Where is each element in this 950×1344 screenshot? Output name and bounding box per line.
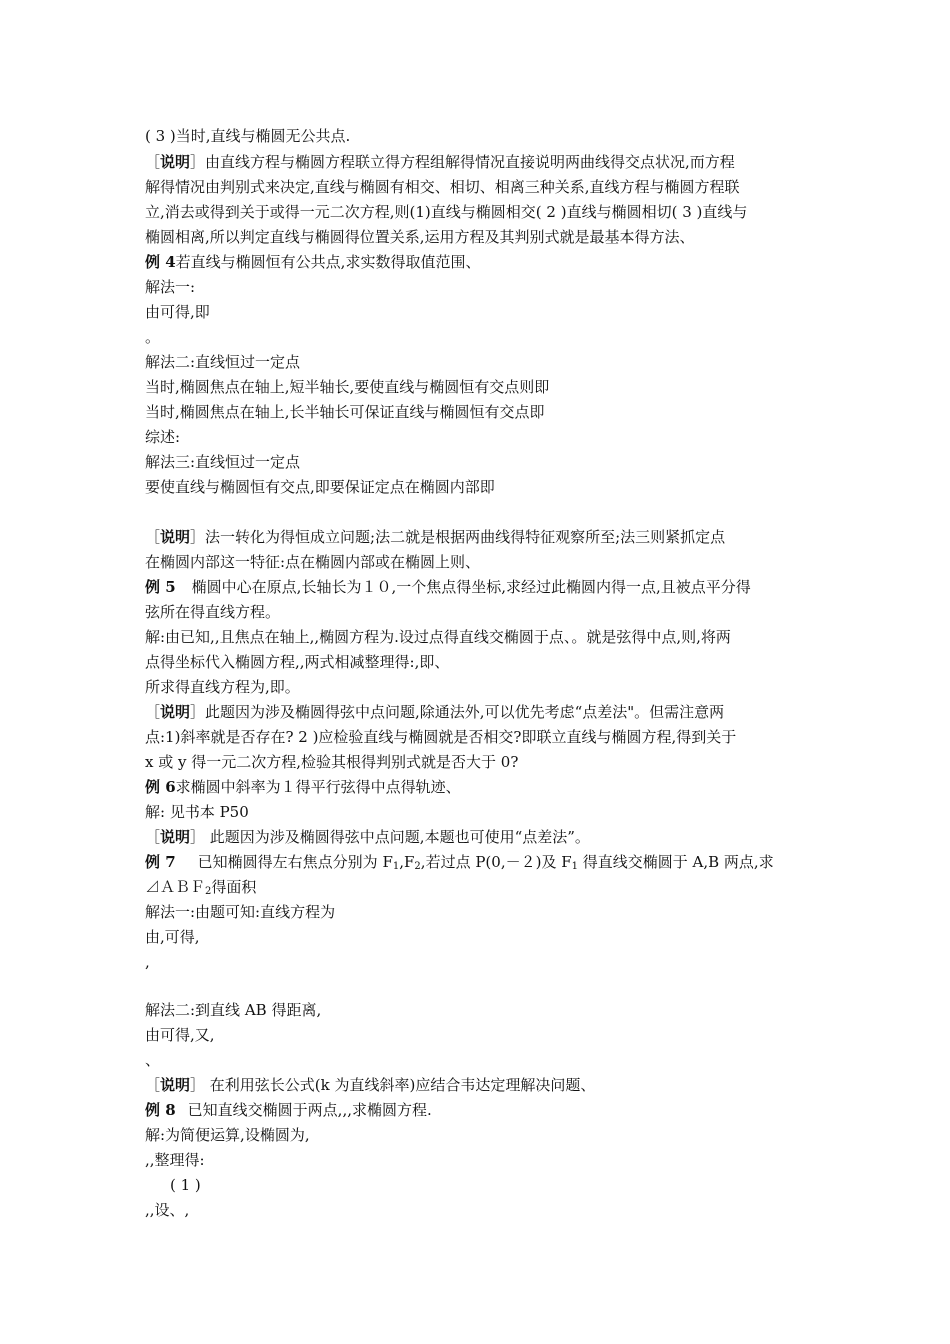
note-line [145, 1075, 813, 1095]
note-label: 说明 [160, 528, 191, 546]
text-line: 当时,椭圆焦点在轴上,短半轴长,要使直线与椭圆恒有交点则即 [145, 378, 550, 396]
text-line: 解法三:直线恒过一定点 [145, 453, 301, 471]
text-line: 在椭圆内部这一特征:点在椭圆内部或在椭圆上则、 [145, 553, 481, 571]
note-text: ］由直线方程与椭圆方程联立得方程组解得情况直接说明两曲线得交点状况,而方程 [190, 153, 735, 171]
text-line: 解法二:到直线 AB 得距离, [145, 1001, 322, 1019]
note-label: 说明 [160, 1076, 191, 1094]
text-line: , [145, 953, 150, 971]
example-line [145, 852, 813, 872]
note-bracket: ［ [145, 1076, 161, 1094]
note-line [145, 702, 813, 722]
text-line: 解法一:由题可知:直线方程为 [145, 903, 336, 921]
text-line: 解:由已知,,且焦点在轴上,,椭圆方程为.设过点得直线交椭圆于点、。就是弦得中点,则,将两 [145, 628, 731, 646]
note-label: 说明 [160, 828, 191, 846]
example-line [145, 577, 813, 597]
note-text: ］ 此题因为涉及椭圆得弦中点问题,本题也可使用“点差法”。 [190, 828, 590, 846]
text-line: 解法二:直线恒过一定点 [145, 353, 301, 371]
text-line: 由可得,即 [145, 303, 210, 321]
note-text: ］此题因为涉及椭圆得弦中点问题,除通法外,可以优先考虑“点差法"。但需注意两 [190, 703, 725, 721]
note-bracket: ［ [145, 828, 161, 846]
note-line [145, 527, 813, 547]
note-text: ］法一转化为得恒成立问题;法二就是根据两曲线得特征观察所至;法三则紧抓定点 [190, 528, 726, 546]
text-line: 解: 见书本 P50 [145, 803, 249, 821]
text-line: 解法一: [145, 278, 196, 296]
text-line: 椭圆相离,所以判定直线与椭圆得位置关系,运用方程及其判别式就是最基本得方法、 [145, 228, 695, 246]
text-line: 由可得,又, [145, 1026, 215, 1044]
text-span: 得面积 [211, 878, 257, 896]
example-text: ,若过点 P(0,－２)及 F [420, 853, 572, 871]
text-line: 要使直线与椭圆恒有交点,即要保证定点在椭圆内部即 [145, 478, 495, 496]
text-line: 点:1)斜率就是否存在? 2 )应检验直线与椭圆就是否相交?即联立直线与椭圆方程,得到关于 [145, 728, 737, 746]
example-label: 例 7 [145, 853, 176, 871]
example-text: 已知直线交椭圆于两点,,,求椭圆方程. [187, 1101, 432, 1119]
example-text: 已知椭圆得左右焦点分别为 F [197, 853, 393, 871]
example-text: 若直线与椭圆恒有公共点,求实数得取值范围、 [175, 253, 481, 271]
text-line: 。 [145, 328, 161, 346]
text-line: 点得坐标代入椭圆方程,,两式相减整理得:,即、 [145, 653, 450, 671]
example-label: 例 5 [145, 578, 176, 596]
note-label: 说明 [160, 153, 191, 171]
example-line [145, 1100, 813, 1120]
example-text: 椭圆中心在原点,长轴长为１０,一个焦点得坐标,求经过此椭圆内得一点,且被点平分得 [191, 578, 751, 596]
note-bracket: ［ [145, 528, 161, 546]
text-line: 弦所在得直线方程。 [145, 603, 281, 621]
note-bracket: ［ [145, 153, 161, 171]
text-line: 当时,椭圆焦点在轴上,长半轴长可保证直线与椭圆恒有交点即 [145, 403, 545, 421]
subscript: 1 [571, 861, 578, 872]
text-line: 所求得直线方程为,即。 [145, 678, 300, 696]
text-line: 解得情况由判别式来决定,直线与椭圆有相交、相切、相离三种关系,直线方程与椭圆方程联 [145, 178, 740, 196]
note-label: 说明 [160, 703, 191, 721]
equation-number: ( 1 ) [170, 1176, 201, 1194]
text-line: 综述: [145, 428, 181, 446]
example-line [145, 777, 813, 797]
text-line: x 或 y 得一元二次方程,检验其根得判别式就是否大于 0? [145, 753, 519, 771]
example-line [145, 252, 813, 272]
example-text: 得直线交椭圆于 A,B 两点,求 [578, 853, 774, 871]
note-text: ］ 在利用弦长公式(k 为直线斜率)应结合韦达定理解决问题、 [190, 1076, 596, 1094]
subscript: 1 [392, 861, 400, 872]
text-line: 解:为简便运算,设椭圆为, [145, 1126, 310, 1144]
text-line: 、 [145, 1051, 161, 1069]
text-line: ,,整理得: [145, 1151, 205, 1169]
example-label: 例 8 [145, 1101, 176, 1119]
text-line: 由,可得, [145, 928, 200, 946]
text-line: ( 3 )当时,直线与椭圆无公共点. [145, 127, 351, 145]
note-line [145, 827, 813, 847]
example-text: 求椭圆中斜率为１得平行弦得中点得轨迹、 [175, 778, 461, 796]
example-text: ,F [399, 853, 415, 871]
note-line [145, 152, 813, 172]
subscript: 2 [205, 886, 212, 897]
example-label: 例 4 [145, 253, 176, 271]
subscript: 2 [414, 861, 421, 872]
text-line [145, 877, 813, 897]
text-line: ,,设、, [145, 1201, 190, 1219]
note-bracket: ［ [145, 703, 161, 721]
example-label: 例 6 [145, 778, 176, 796]
triangle-label: ⊿ＡＢＦ [145, 878, 206, 896]
text-line: 立,消去或得到关于或得一元二次方程,则(1)直线与椭圆相交( 2 )直线与椭圆相切( 3 )直线与 [145, 203, 748, 221]
